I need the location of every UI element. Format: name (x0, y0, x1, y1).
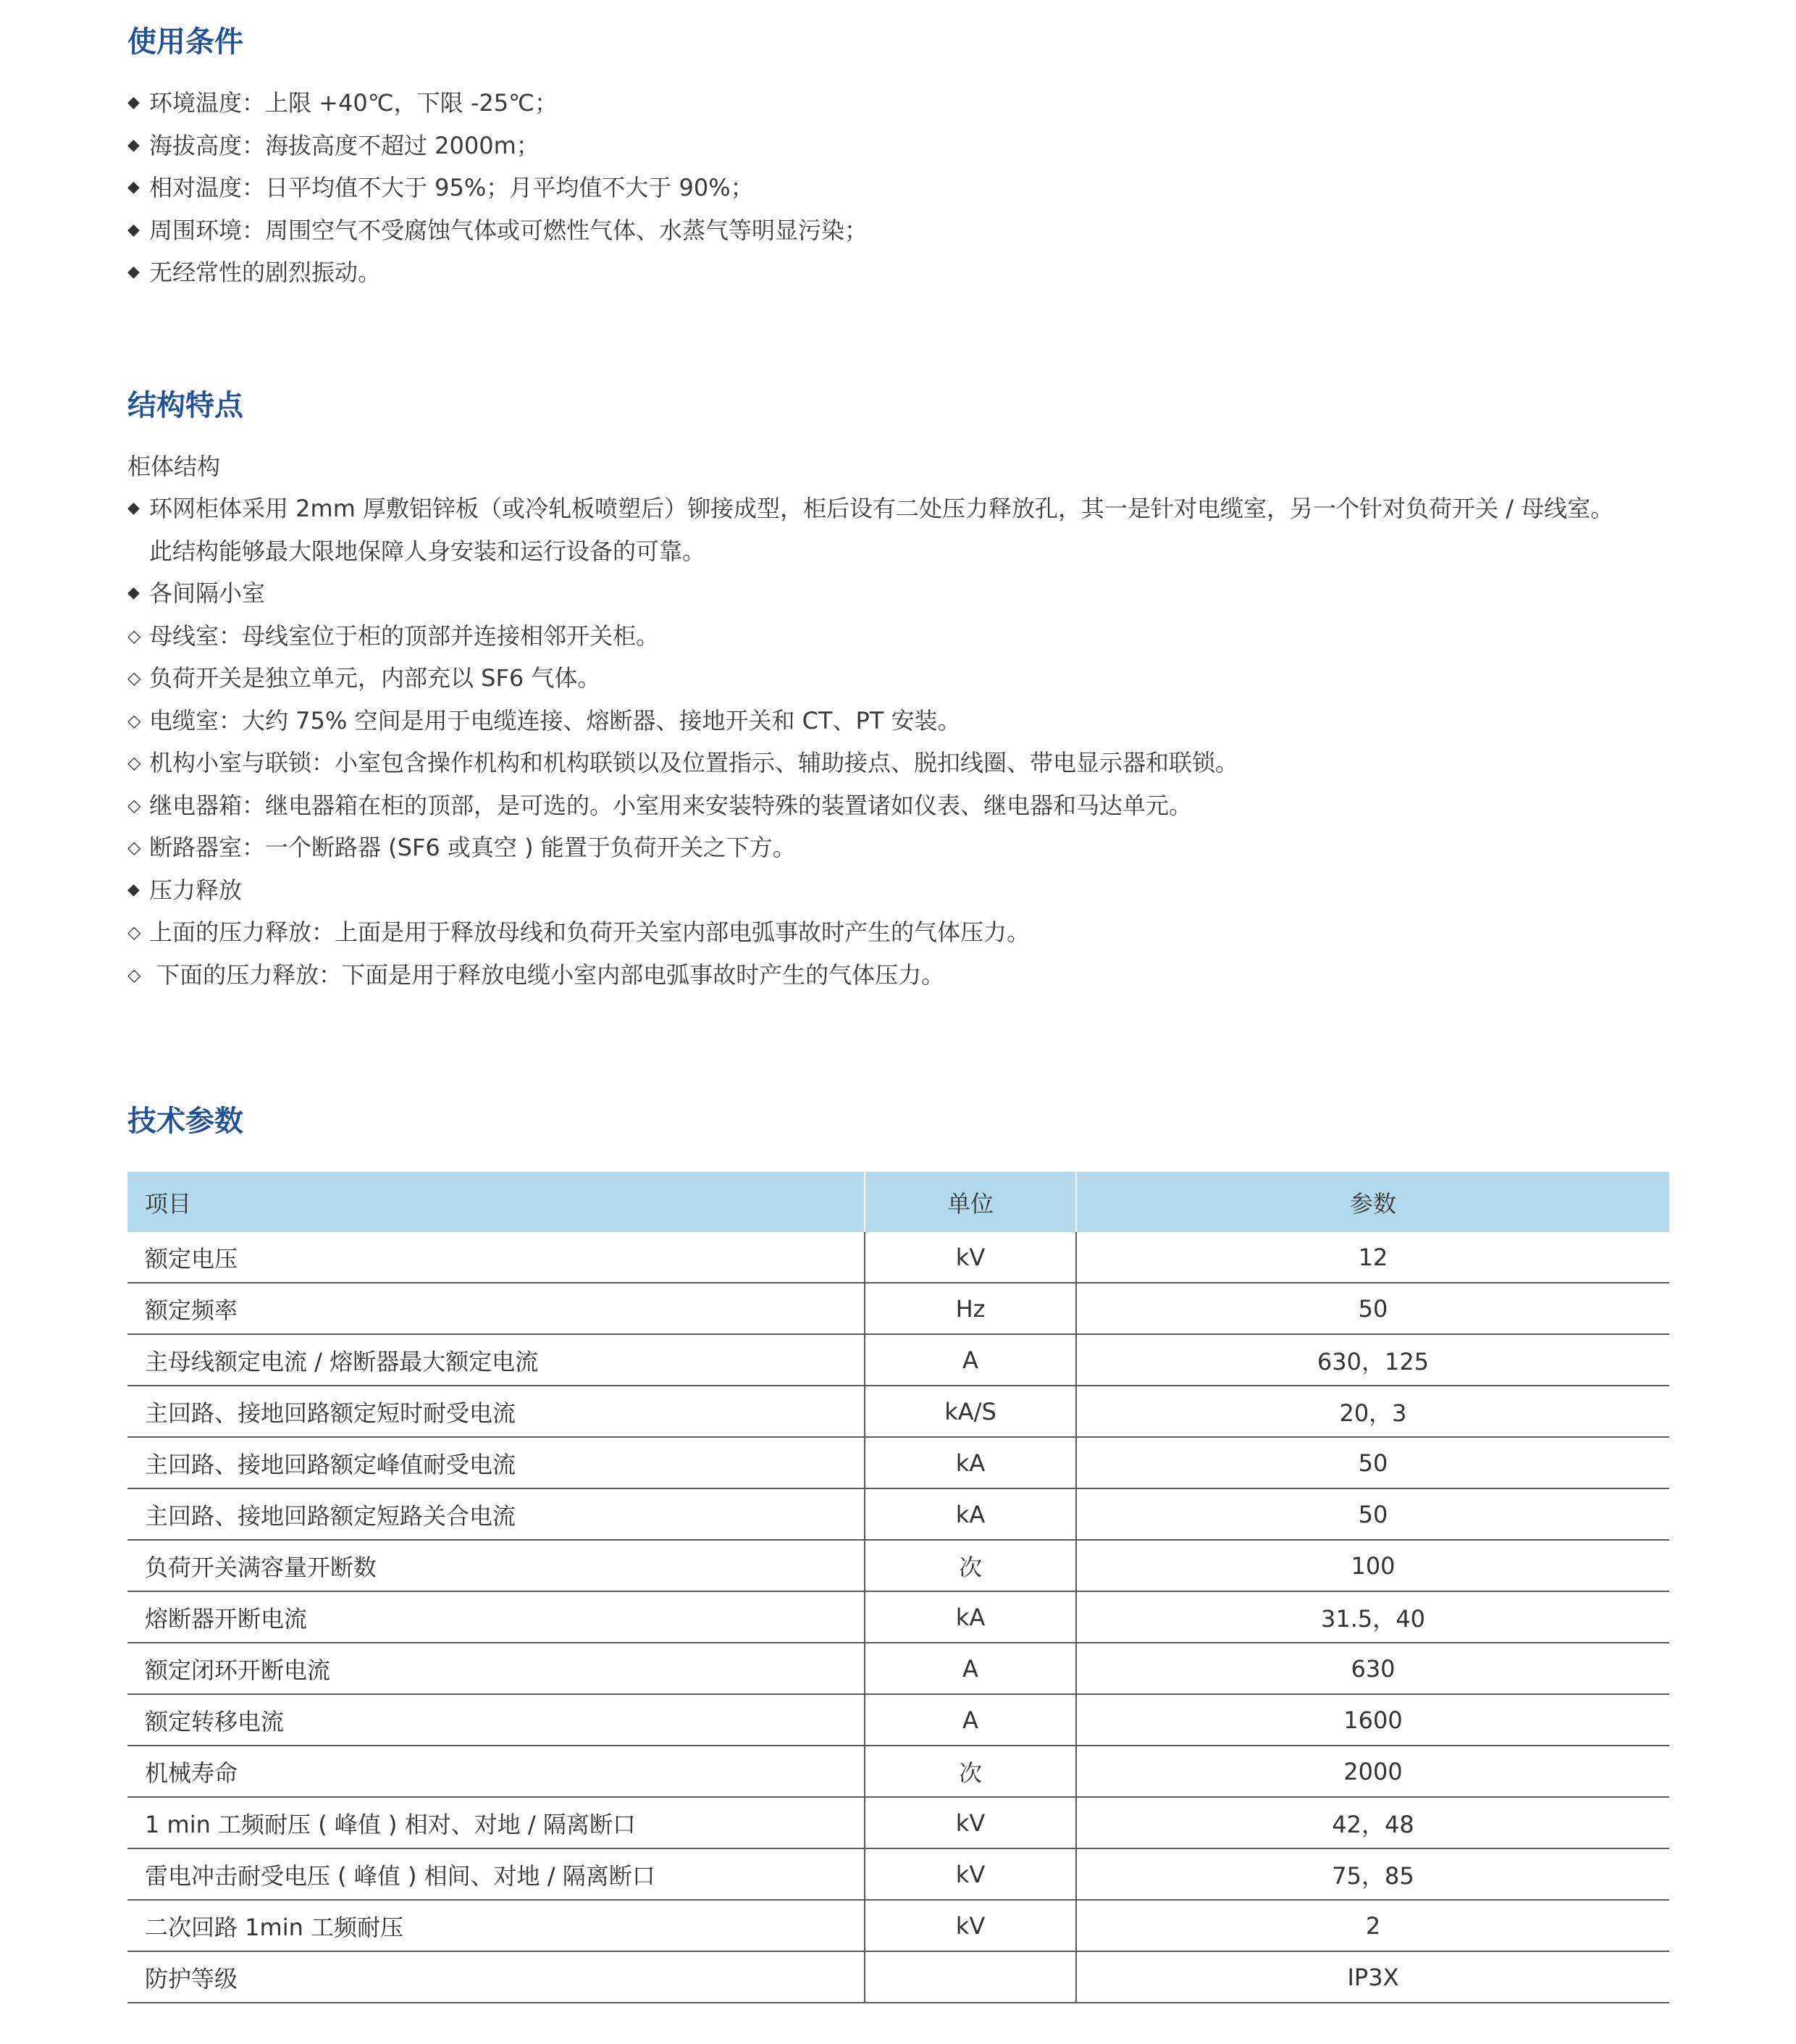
diamond-bullet-icon: ◆ (127, 263, 140, 281)
usage-item (127, 209, 868, 252)
cell-unit: A (865, 1643, 1076, 1694)
cell-value: 42，48 (1076, 1797, 1669, 1848)
structure-item-text: 断路器室：一个断路器 (SF6 或真空 ) 能置于负荷开关之下方。 (149, 834, 796, 861)
structure-item-text: 上面的压力释放：上面是用于释放母线和负荷开关室内部电弧事故时产生的气体压力。 (149, 918, 1031, 946)
structure-item (127, 784, 1614, 827)
structure-item-text: 负荷开关是独立单元，内部充以 SF6 气体。 (149, 664, 601, 692)
cell-unit: kV (865, 1797, 1076, 1848)
structure-item (127, 826, 1614, 869)
cell-value: 630，125 (1076, 1334, 1669, 1386)
structure-item (127, 657, 1614, 700)
cell-unit: 次 (865, 1540, 1076, 1591)
diamond-bullet-icon: ◆ (127, 880, 140, 899)
spec-table (127, 1172, 1669, 2003)
structure-item (127, 572, 1614, 615)
structure-item-text: 压力释放 (149, 876, 243, 904)
usage-item-text: 周围环境：周围空气不受腐蚀气体或可燃性气体、水蒸气等明显污染； (149, 216, 868, 244)
cell-value: 50 (1076, 1437, 1669, 1488)
cell-item: 二次回路 1min 工频耐压 (127, 1900, 865, 1951)
cell-unit: A (865, 1694, 1076, 1746)
table-row (127, 1232, 1669, 1283)
cell-item: 额定频率 (127, 1283, 865, 1334)
usage-item-text: 环境温度：上限 +40℃，下限 -25℃； (149, 89, 558, 117)
table-row (127, 1437, 1669, 1488)
cell-unit: kA/S (865, 1386, 1076, 1437)
cell-value: 20，3 (1076, 1386, 1669, 1437)
table-row (127, 1797, 1669, 1848)
usage-item (127, 82, 868, 125)
usage-title: 使用条件 (127, 25, 243, 59)
cell-item: 负荷开关满容量开断数 (127, 1540, 865, 1591)
cell-unit (865, 1951, 1076, 2003)
structure-item-text: 电缆室：大约 75% 空间是用于电缆连接、熔断器、接地开关和 CT、PT 安装。 (149, 706, 961, 734)
table-row (127, 1334, 1669, 1386)
usage-item-text: 相对温度：日平均值不大于 95%；月平均值不大于 90%； (149, 174, 754, 201)
cell-unit: kV (865, 1900, 1076, 1951)
hollow-diamond-bullet-icon: ◇ (127, 753, 141, 773)
cell-value: IP3X (1076, 1951, 1669, 2003)
header-item: 项目 (127, 1172, 865, 1232)
diamond-bullet-icon: ◆ (127, 499, 140, 517)
cell-item: 主母线额定电流 / 熔断器最大额定电流 (127, 1334, 865, 1386)
structure-list (127, 487, 1614, 996)
structure-item (127, 869, 1614, 912)
tech-title: 技术参数 (127, 1105, 243, 1138)
cell-item: 1 min 工频耐压 ( 峰值 ) 相对、对地 / 隔离断口 (127, 1797, 865, 1848)
diamond-bullet-icon: ◆ (127, 584, 140, 602)
cell-value: 1600 (1076, 1694, 1669, 1746)
cell-unit: kA (865, 1488, 1076, 1540)
cell-value: 630 (1076, 1643, 1669, 1694)
structure-title: 结构特点 (127, 389, 243, 422)
structure-item (127, 615, 1614, 658)
diamond-bullet-icon: ◆ (127, 135, 140, 154)
cell-value: 2 (1076, 1900, 1669, 1951)
structure-item-text: 下面的压力释放：下面是用于释放电缆小室内部电弧事故时产生的气体压力。 (149, 960, 945, 989)
cell-item: 熔断器开断电流 (127, 1591, 865, 1643)
cell-unit: kA (865, 1591, 1076, 1643)
cell-item: 额定闭环开断电流 (127, 1643, 865, 1694)
cell-unit: kV (865, 1232, 1076, 1283)
structure-item (127, 911, 1614, 954)
usage-item-text: 海拔高度：海拔高度不超过 2000m； (149, 131, 540, 159)
hollow-diamond-bullet-icon: ◇ (127, 668, 141, 688)
spec-table-header-row (127, 1172, 1669, 1232)
diamond-bullet-icon: ◆ (127, 178, 140, 196)
structure-item-text: 环网柜体采用 2mm 厚敷铝锌板（或冷轧板喷塑后）铆接成型，柜后设有二处压力释放孔，其一是针对电缆室，另一个针对负荷开关 / 母线室。 (149, 495, 1614, 522)
table-row (127, 1694, 1669, 1746)
cell-unit: kV (865, 1848, 1076, 1900)
hollow-diamond-bullet-icon: ◇ (127, 922, 141, 942)
cell-item: 主回路、接地回路额定短路关合电流 (127, 1488, 865, 1540)
cell-value: 12 (1076, 1232, 1669, 1283)
hollow-diamond-bullet-icon: ◇ (127, 837, 141, 858)
cell-unit: A (865, 1334, 1076, 1386)
structure-item (127, 700, 1614, 742)
usage-item-text: 无经常性的剧烈振动。 (149, 259, 382, 286)
structure-subtitle-block (127, 445, 220, 488)
structure-item-text: 机构小室与联锁：小室包含操作机构和机构联锁以及位置指示、辅助接点、脱扣线圈、带电显示器和联锁。 (149, 749, 1239, 776)
hollow-diamond-bullet-icon: ◇ (127, 625, 141, 646)
structure-subtitle: 柜体结构 (127, 453, 221, 480)
cell-item: 机械寿命 (127, 1746, 865, 1797)
structure-item-text: 继电器箱：继电器箱在柜的顶部，是可选的。小室用来安装特殊的装置诸如仪表、继电器和马达单元。 (149, 791, 1193, 819)
cell-item: 雷电冲击耐受电压 ( 峰值 ) 相间、对地 / 隔离断口 (127, 1848, 865, 1900)
table-row (127, 1283, 1669, 1334)
cell-item: 防护等级 (127, 1951, 865, 2003)
header-unit: 单位 (865, 1172, 1076, 1232)
table-row (127, 1540, 1669, 1591)
table-row (127, 1488, 1669, 1540)
cell-value: 2000 (1076, 1746, 1669, 1797)
structure-item-text: 母线室：母线室位于柜的顶部并连接相邻开关柜。 (149, 621, 660, 650)
usage-item (127, 125, 868, 167)
structure-item (127, 530, 1614, 573)
cell-item: 额定转移电流 (127, 1694, 865, 1746)
header-value: 参数 (1076, 1172, 1669, 1232)
table-row (127, 1591, 1669, 1643)
table-row (127, 1643, 1669, 1694)
cell-item: 主回路、接地回路额定短时耐受电流 (127, 1386, 865, 1437)
structure-item (127, 487, 1614, 530)
hollow-diamond-bullet-icon: ◇ (127, 710, 141, 731)
cell-item: 主回路、接地回路额定峰值耐受电流 (127, 1437, 865, 1488)
table-row (127, 1746, 1669, 1797)
usage-list (127, 82, 868, 294)
cell-value: 50 (1076, 1488, 1669, 1540)
table-row (127, 1848, 1669, 1900)
cell-item: 额定电压 (127, 1232, 865, 1283)
cell-value: 31.5，40 (1076, 1591, 1669, 1643)
cell-unit: Hz (865, 1283, 1076, 1334)
structure-item (127, 742, 1614, 784)
cell-value: 75，85 (1076, 1848, 1669, 1900)
table-row (127, 1951, 1669, 2003)
table-row (127, 1386, 1669, 1437)
usage-item (127, 251, 868, 294)
cell-unit: kA (865, 1437, 1076, 1488)
cell-value: 100 (1076, 1540, 1669, 1591)
diamond-bullet-icon: ◆ (127, 93, 140, 112)
table-row (127, 1900, 1669, 1951)
structure-item (127, 954, 1614, 997)
structure-item-text: 此结构能够最大限地保障人身安装和运行设备的可靠。 (149, 537, 706, 565)
cell-value: 50 (1076, 1283, 1669, 1334)
hollow-diamond-bullet-icon: ◇ (127, 964, 141, 985)
cell-unit: 次 (865, 1746, 1076, 1797)
usage-item (127, 167, 868, 209)
structure-item-text: 各间隔小室 (149, 579, 266, 607)
hollow-diamond-bullet-icon: ◇ (127, 795, 141, 816)
diamond-bullet-icon: ◆ (127, 220, 140, 239)
